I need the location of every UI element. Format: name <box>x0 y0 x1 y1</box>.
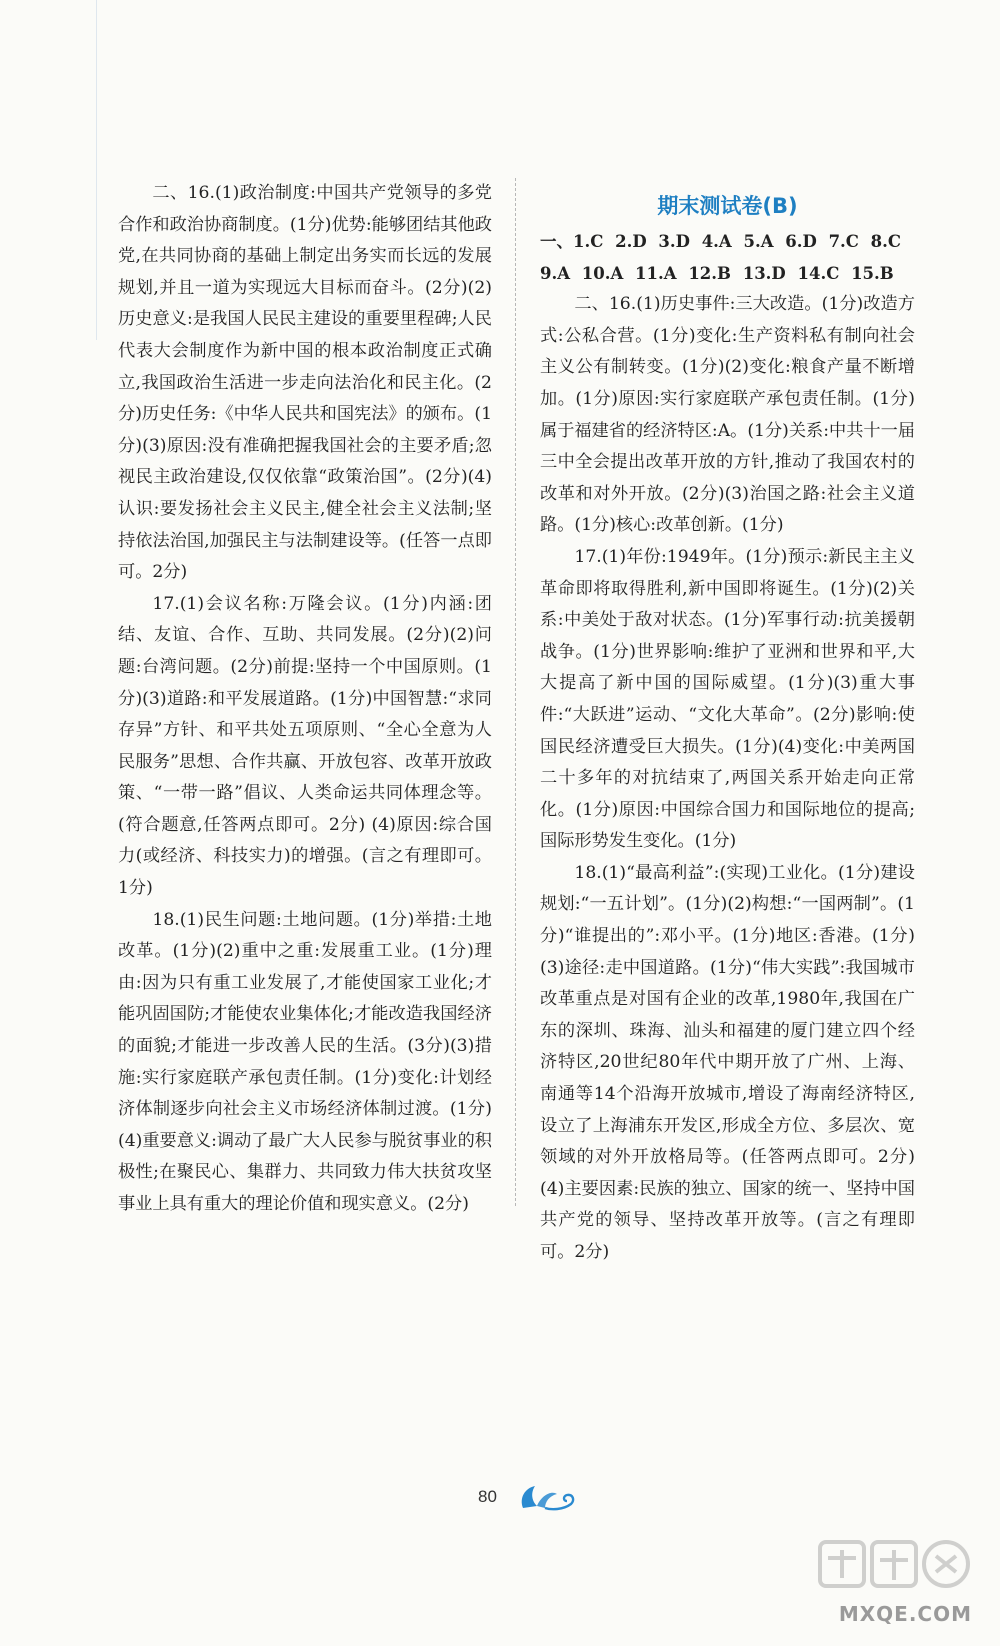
exam-title: 期末测试卷(B) <box>657 194 798 218</box>
mc-answer: 7.C <box>828 232 859 251</box>
right-answer-column <box>540 190 915 1269</box>
mc-answer: 6.D <box>785 232 817 251</box>
mc-answer: 10.A <box>581 263 624 283</box>
mc-row-1 <box>540 226 915 258</box>
margin-rule <box>96 0 97 340</box>
mc-answer: 一、1.C <box>540 232 604 251</box>
mc-answer: 13.D <box>742 263 786 283</box>
mc-answer: 5.A <box>743 232 774 251</box>
watermark-text: MXQE.COM <box>838 1602 972 1626</box>
mc-row-2 <box>540 258 915 290</box>
mc-answer: 9.A <box>540 263 571 283</box>
left-answer-16: 二、16.(1)政治制度:中国共产党领导的多党合作和政治协商制度。(1分)优势:能够团结其他政党,在共同协商的基础上制定出务实而长远的发展规划,并且一道为实现远大目标而奋斗。(2分)(2)历史意义:是我国人民民主建设的重要里程碑;人民代表大会制度作为新中国的根本政治制度正式确立,我国政治生活进一步走向法治化和民主化。(2分)历史任务:《中华人民共和国宪法》的颁布。(1分)(3)原因:没有准确把握我国社会的主要矛盾;忽视民主政治建设,仅仅依靠“政策治国”。(2分)(4)认识:要发扬社会主义民主,健全社会主义法制;坚持依法治国,加强民主与法制建设等。(任答一点即可。2分) <box>118 183 492 583</box>
left-answer-17: 17.(1)会议名称:万隆会议。(1分)内涵:团结、友谊、合作、互助、共同发展。(2分)(2)问题:台湾问题。(2分)前提:坚持一个中国原则。(1分)(3)道路:和平发展道路。(1分)中国智慧:“求同存异”方针、和平共处五项原则、“全心全意为人民服务”思想、合作共赢、开放包容、改革开放政策、“一带一路”倡议、人类命运共同体理念等。(符合题意,任答两点即可。2分) (4)原因:综合国力(或经济、科技实力)的增强。(言之有理即可。1分) <box>118 593 492 899</box>
mc-answer: 2.D <box>615 232 647 251</box>
mc-answer: 15.B <box>851 263 894 283</box>
right-answer-17: 17.(1)年份:1949年。(1分)预示:新民主主义革命即将取得胜利,新中国即将诞生。(1分)(2)关系:中美处于敌对状态。(1分)军事行动:抗美援朝战争。(1分)世界影响:维护了亚洲和世界和平,大大提高了新中国的国际威望。(1分)(3)重大事件:“大跃进”运动、“文化大革命”。(2分)影响:使国民经济遭受巨大损失。(1分)(4)变化:中美两国二十多年的对抗结束了,两国关系开始走向正常化。(1分)原因:中国综合国力和国际地位的提高;国际形势发生变化。(1分) <box>540 546 915 852</box>
left-answer-column <box>118 178 492 1221</box>
multiple-choice-answers <box>540 226 915 289</box>
right-answer-16: 二、16.(1)历史事件:三大改造。(1分)改造方式:公私合营。(1分)变化:生产资料私有制向社会主义公有制转变。(1分)(2)变化:粮食产量不断增加。(1分)原因:实行家庭联产承包责任制。(1分)属于福建省的经济特区:A。(1分)关系:中共十一届三中全会提出改革开放的方针,推动了我国农村的改革和对外开放。(2分)(3)治国之路:社会主义道路。(1分)核心:改革创新。(1分) <box>540 294 915 536</box>
page-ornament-icon <box>515 1480 585 1516</box>
mc-answer: 4.A <box>701 232 732 251</box>
mc-answer: 11.A <box>635 263 677 283</box>
mc-answer: 14.C <box>797 263 840 283</box>
page-number: 80 <box>478 1487 497 1506</box>
right-answer-18: 18.(1)“最高利益”:(实现)工业化。(1分)建设规划:“一五计划”。(1分)(2)构想:“一国两制”。(1分)“谁提出的”:邓小平。(1分)地区:香港。(1分)(3)途径:走中国道路。(1分)“伟大实践”:我国城市改革重点是对国有企业的改革,1980年,我国在广东的深圳、珠海、汕头和福建的厦门建立四个经济特区,20世纪80年代中期开放了广州、上海、南通等14个沿海开放城市,增设了海南经济特区,设立了上海浦东开发区,形成全方位、多层次、宽领域的对外开放格局等。(任答两点即可。2分)(4)主要因素:民族的独立、国家的统一、坚持中国共产党的领导、坚持改革开放等。(言之有理即可。2分) <box>540 862 915 1262</box>
mc-answer: 3.D <box>658 232 690 251</box>
mc-answer: 12.B <box>688 263 731 283</box>
left-answer-18: 18.(1)民生问题:土地问题。(1分)举措:土地改革。(1分)(2)重中之重:发展重工业。(1分)理由:因为只有重工业发展了,才能使国家工业化;才能巩固国防;才能使农业集体化;才能改造我国经济的面貌;才能进一步改善人民的生活。(3分)(3)措施:实行家庭联产承包责任制。(1分)变化:计划经济体制逐步向社会主义市场经济体制过渡。(1分)(4)重要意义:调动了最广大人民参与脱贫事业的积极性;在聚民心、集群力、共同致力伟大扶贫攻坚事业上具有重大的理论价值和现实意义。(2分) <box>118 909 492 1214</box>
mc-answer: 8.C <box>870 232 902 251</box>
column-divider <box>515 178 516 1206</box>
